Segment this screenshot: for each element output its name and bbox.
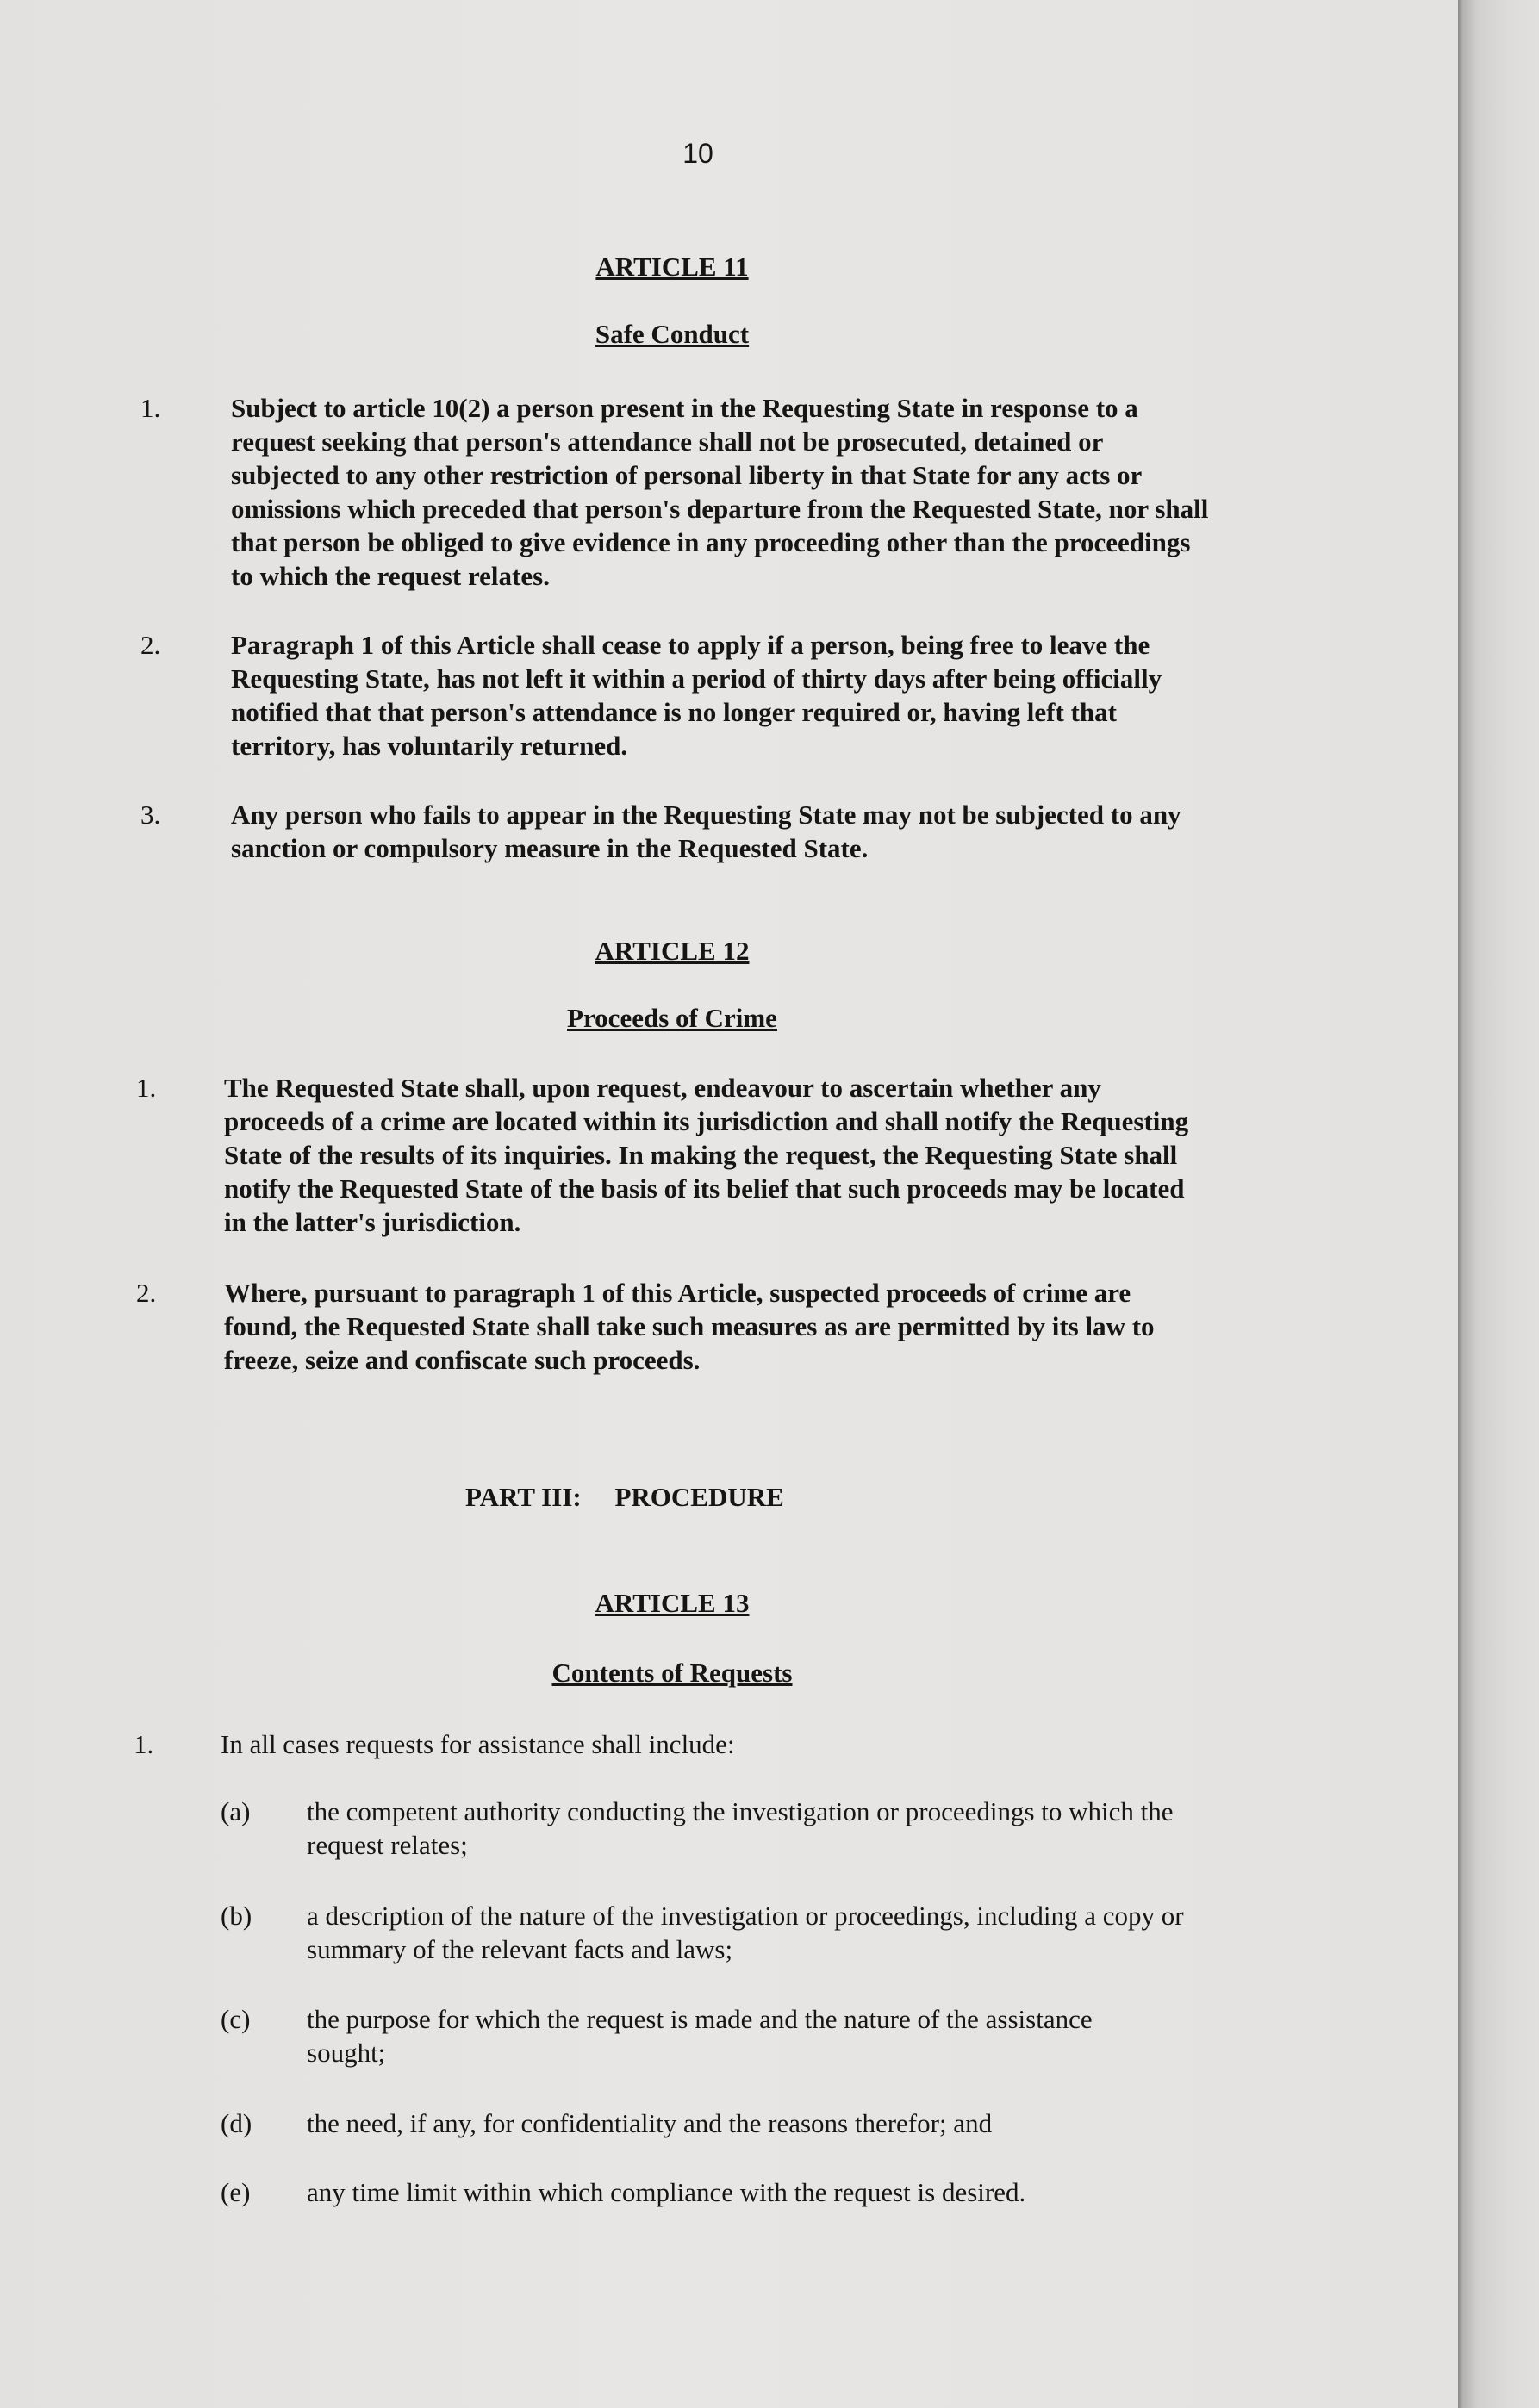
list-item: the competent authority conducting the investigation or proceedings to which the request relates; [307, 1796, 1174, 1860]
page-number: 10 [682, 138, 713, 169]
list-item: the purpose for which the request is made and the nature of the assistance sought; [307, 2004, 1093, 2068]
binding-shadow [1458, 0, 1539, 2408]
article-13-title: ARTICLE 13 [595, 1588, 750, 1618]
list-item: the need, if any, for confidentiality and the reasons therefor; and [307, 2108, 993, 2138]
article-11-para-1: Subject to article 10(2) a person present in the Requesting State in response to a request seeking that person's attendance shall not be prosecuted, detained or subjected to any other restriction of personal liberty in that State for any acts or omissions which preceded that person's departure from the Requested State, nor shall that person be obliged to give evidence in any proceeding other than the proceedings to which the request relates. [231, 393, 1209, 591]
article-12-subtitle: Proceeds of Crime [567, 1003, 777, 1033]
article-11-para-3: Any person who fails to appear in the Requesting State may not be subjected to any sanction or compulsory measure in the Requested State. [231, 800, 1181, 863]
list-item-label: (c) [221, 2004, 251, 2034]
article-13-para-1-number: 1. [134, 1729, 154, 1759]
article-12-title: ARTICLE 12 [595, 936, 750, 966]
list-item: a description of the nature of the investigation or proceedings, including a copy or summary of the relevant facts and laws; [307, 1901, 1184, 1964]
part-3-heading: PART III: PROCEDURE [465, 1482, 784, 1512]
list-item-label: (d) [221, 2108, 252, 2138]
article-11-title: ARTICLE 11 [595, 252, 749, 282]
article-11-para-2-number: 2. [140, 630, 161, 660]
list-item-label: (a) [221, 1796, 251, 1826]
article-11-para-2: Paragraph 1 of this Article shall cease to apply if a person, being free to leave the Requesting State, has not left it within a period of thirty days after being officially notified that that person's attendance is no longer required or, having left that territory, has voluntarily returned. [231, 630, 1162, 761]
article-12-para-1-number: 1. [136, 1073, 157, 1103]
list-item-label: (b) [221, 1901, 252, 1931]
article-11-para-3-number: 3. [140, 800, 161, 830]
article-11-subtitle: Safe Conduct [595, 319, 750, 349]
list-item-label: (e) [221, 2177, 251, 2207]
article-12-para-2: Where, pursuant to paragraph 1 of this Article, suspected proceeds of crime are found, the Requested State shall take such measures as are permitted by its law to freeze, seize and confiscate such proceeds. [224, 1278, 1155, 1375]
article-13-subtitle: Contents of Requests [551, 1658, 793, 1688]
article-12-para-1: The Requested State shall, upon request, endeavour to ascertain whether any proceeds of a crime are located within its jurisdiction and shall notify the Requesting State of the results of its inquiries. In making the request, the Requesting State shall notify the Requested State of the basis of its belief that such proceeds may be located in the latter's jurisdiction. [224, 1073, 1189, 1237]
article-12-para-2-number: 2. [136, 1278, 157, 1308]
article-11-para-1-number: 1. [140, 393, 161, 423]
list-item: any time limit within which compliance with the request is desired. [307, 2177, 1026, 2207]
article-13-para-1: In all cases requests for assistance shall include: [221, 1729, 735, 1759]
